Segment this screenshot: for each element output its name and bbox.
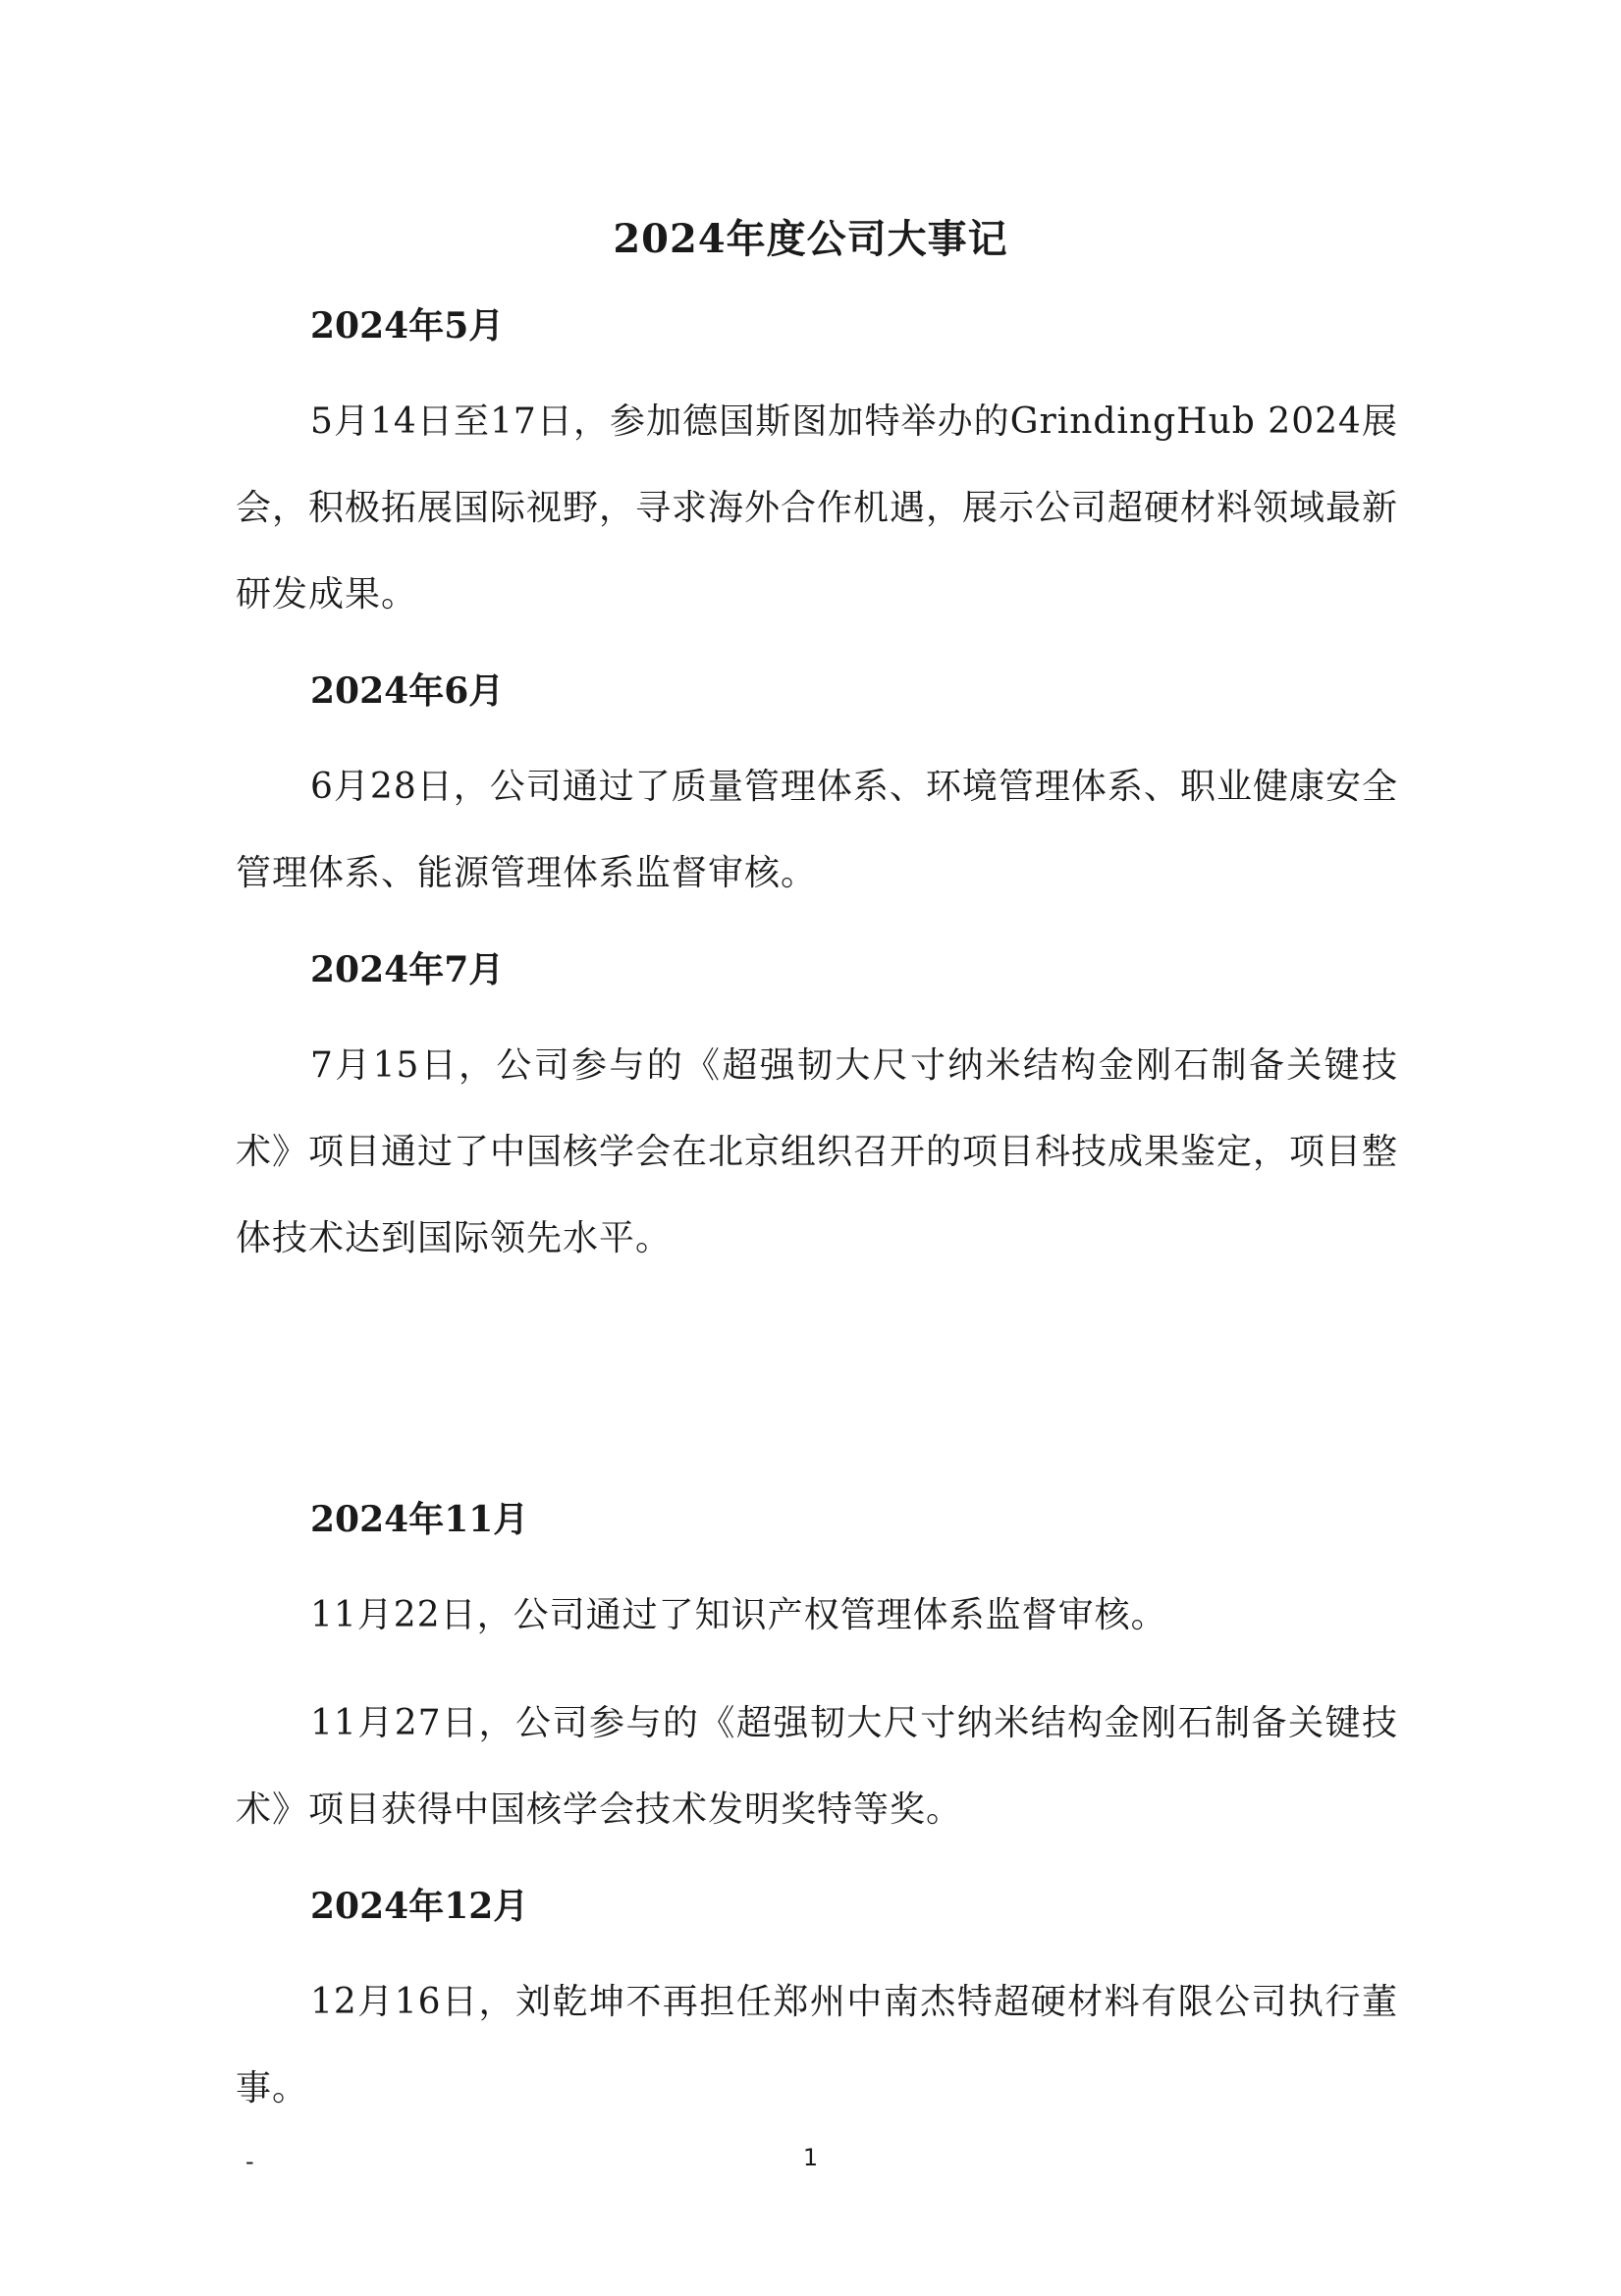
footer-dash: -: [245, 2148, 254, 2175]
section-heading: 2024年5月: [310, 305, 505, 347]
section-2024-06: [236, 660, 1398, 917]
section-paragraph: 7月15日，公司参与的《超强韧大尺寸纳米结构金刚石制备关键技术》项目通过了中国核学会在北京组织召开的项目科技成果鉴定，项目整体技术达到国际领先水平。: [236, 1045, 1399, 1258]
section-paragraph: 5月14日至17日，参加德国斯图加特举办的GrindingHub 2024展会，积极拓展国际视野，寻求海外合作机遇，展示公司超硬材料领域最新研发成果。: [236, 401, 1399, 614]
section-heading: 2024年12月: [310, 1886, 529, 1927]
section-paragraph: 11月27日，公司参与的《超强韧大尺寸纳米结构金刚石制备关键技术》项目获得中国核学会技术发明奖特等奖。: [236, 1703, 1398, 1830]
section-heading: 2024年11月: [310, 1499, 529, 1540]
section-paragraph: 6月28日，公司通过了质量管理体系、环境管理体系、职业健康安全管理体系、能源管理体系监督审核。: [236, 767, 1398, 893]
section-paragraph: 11月22日，公司通过了知识产权管理体系监督审核。: [310, 1595, 1167, 1635]
section-heading: 2024年7月: [310, 949, 505, 990]
section-2024-07: [236, 938, 1398, 1282]
document-body: [236, 294, 1398, 2154]
blank-space: [236, 1304, 1398, 1488]
section-paragraph: 12月16日，刘乾坤不再担任郑州中南杰特超硬材料有限公司执行董事。: [236, 1982, 1398, 2109]
section-2024-12: [236, 1875, 1398, 2132]
section-heading: 2024年6月: [310, 670, 505, 712]
page-title: 2024年度公司大事记: [613, 216, 1008, 262]
page-number: 1: [802, 2144, 819, 2171]
section-2024-05: [236, 294, 1398, 638]
section-2024-11: [236, 1488, 1398, 1853]
